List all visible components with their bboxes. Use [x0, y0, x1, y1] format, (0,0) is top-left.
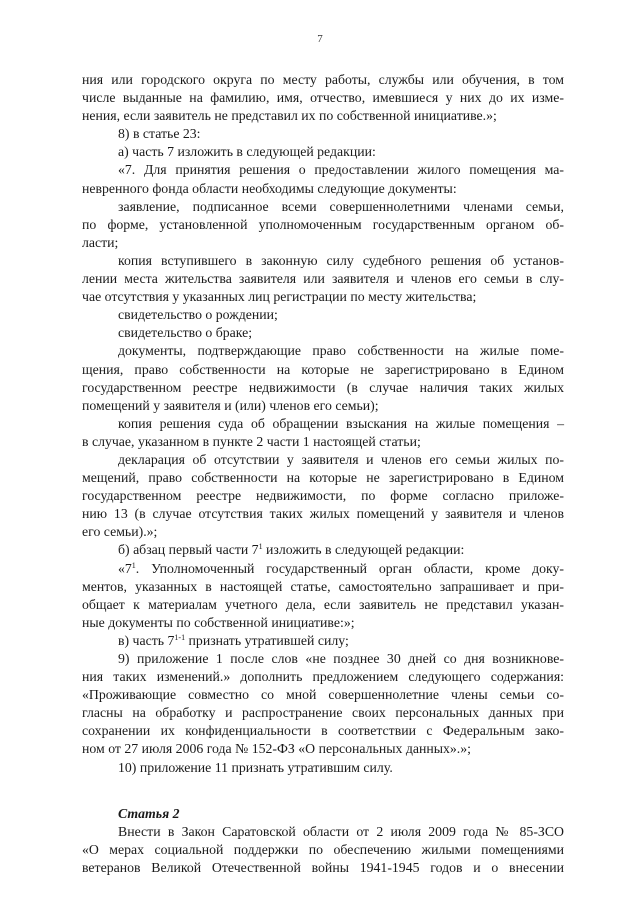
text-run: ном от 27 июля 2006 года № 152-ФЗ «О персональных данных».»;: [82, 741, 471, 757]
text-run: 10) приложение 11 признать утратившим силу.: [118, 759, 393, 775]
text-run: «О мерах социальной поддержки по обеспечению жилыми помещениями: [82, 841, 564, 857]
text-run: нения, если заявитель не представил их по собственной инициативе.»;: [82, 108, 497, 124]
text-run: лении места жительства заявителя или заявителя и членов его семьи в слу-: [82, 271, 564, 287]
text-run: государственном реестре недвижимости (в случае наличия таких жилых: [82, 379, 564, 395]
text-run: изложить в следующей редакции:: [262, 542, 465, 558]
text-run: ния или городского округа по месту работы, службы или обучения, в том: [82, 72, 564, 87]
text-line: [82, 198, 564, 216]
text-run: декларация об отсутствии у заявителя и членов его семьи жилых по-: [118, 451, 564, 467]
text-run: щения, право собственности на которые не зарегистрировано в Едином: [82, 361, 564, 377]
text-line: [82, 180, 564, 198]
text-run: мещений, право собственности на которые не зарегистрировано в Едином: [82, 470, 564, 486]
superscript: 1: [131, 560, 136, 570]
text-run: в) часть 7: [118, 632, 175, 648]
text-run: ветеранов Великой Отечественной войны 1941-1945 годов и о внесении: [82, 859, 564, 875]
text-line: [82, 469, 564, 487]
text-line: [82, 161, 564, 179]
text-run: Статья 2: [118, 805, 180, 821]
text-line: [82, 324, 564, 342]
text-run: 9) приложение 1 после слов «не позднее 30 дней со дня возникнове-: [118, 651, 564, 666]
text-line: [82, 379, 564, 397]
text-run: ные документы по собственной инициативе:»;: [82, 614, 355, 630]
paragraph-gap: [82, 777, 564, 805]
text-line: [82, 560, 564, 578]
article-heading: [82, 805, 564, 823]
text-run: б) абзац первый части 7: [118, 542, 259, 558]
text-line: [82, 859, 564, 877]
text-line: [82, 596, 564, 614]
text-run: . Уполномоченный государственный орган области, кроме доку-: [135, 560, 564, 576]
text-line: [82, 451, 564, 469]
text-line: [82, 252, 564, 270]
text-run: копия вступившего в законную силу судебного решения об установ-: [118, 252, 564, 268]
text-run: числе выданные на фамилию, имя, отчество, имевшиеся у них до их изме-: [82, 90, 564, 106]
text-run: копия решения суда об обращении взыскания на жилые помещения –: [118, 415, 564, 431]
text-line: [82, 342, 564, 360]
text-line: [82, 270, 564, 288]
text-line: [82, 578, 564, 596]
text-line: [82, 306, 564, 324]
text-run: свидетельство о рождении;: [118, 307, 278, 323]
text-line: [82, 632, 564, 650]
text-line: [82, 361, 564, 379]
text-run: помещений у заявителя и (или) членов его семьи);: [82, 397, 379, 413]
text-run: сохранении их конфиденциальности в соответствии с Федеральным зако-: [82, 723, 564, 739]
text-run: заявление, подписанное всеми совершеннолетними членами семьи,: [118, 198, 564, 214]
text-line: [82, 433, 564, 451]
document-body: [82, 71, 564, 877]
text-run: Внести в Закон Саратовской области от 2 июля 2009 года № 85-ЗСО: [118, 823, 564, 839]
text-line: [82, 686, 564, 704]
text-line: [82, 89, 564, 107]
text-run: нию 13 (в случае отсутствия таких жилых помещений у заявителя и членов: [82, 506, 564, 522]
text-line: [82, 523, 564, 541]
text-run: «7. Для принятия решения о предоставлении жилого помещения ма-: [118, 162, 564, 178]
page-number: 7: [317, 33, 323, 45]
text-line: [82, 704, 564, 722]
text-line: [82, 397, 564, 415]
text-run: свидетельство о браке;: [118, 325, 253, 341]
text-line: [82, 759, 564, 777]
text-run: «Проживающие совместно со мной совершеннолетние члены семьи со-: [82, 687, 564, 703]
text-run: гласны на обработку и распространение своих персональных данных при: [82, 705, 564, 721]
text-line: [82, 415, 564, 433]
text-run: его семьи).»;: [82, 524, 158, 540]
text-run: «7: [118, 560, 132, 576]
text-line: [82, 722, 564, 740]
text-run: по форме, установленной уполномоченным государственным органом об-: [82, 216, 564, 232]
text-line: [82, 740, 564, 758]
text-line: [82, 487, 564, 505]
text-line: [82, 216, 564, 234]
text-line: [82, 143, 564, 161]
text-run: государственном реестре недвижимости, по форме согласно приложе-: [82, 488, 564, 504]
text-run: общает к материалам учетного дела, если заявитель не представил указан-: [82, 596, 564, 612]
text-run: 8) в статье 23:: [118, 126, 201, 142]
text-line: [82, 841, 564, 859]
superscript: 1: [258, 542, 263, 552]
text-line: [82, 125, 564, 143]
text-line: [82, 505, 564, 523]
text-run: ласти;: [82, 234, 119, 250]
text-line: [82, 288, 564, 306]
text-line: [82, 541, 564, 559]
text-line: [82, 234, 564, 252]
text-run: невренного фонда области необходимы следующие документы:: [82, 180, 457, 196]
text-run: чае отсутствия у указанных лиц регистрации по месту жительства;: [82, 289, 477, 305]
text-line: [82, 650, 564, 668]
text-line: [82, 668, 564, 686]
text-run: ния таких изменений.» дополнить предложением следующего содержания:: [82, 669, 564, 685]
text-run: а) часть 7 изложить в следующей редакции:: [118, 144, 376, 160]
text-run: признать утратившей силу;: [185, 632, 349, 648]
text-run: в случае, указанном в пункте 2 части 1 настоящей статьи;: [82, 433, 421, 449]
text-line: [82, 823, 564, 841]
superscript: 1-1: [174, 632, 186, 642]
text-run: ментов, указанных в настоящей статье, самостоятельно запрашивает и при-: [82, 578, 564, 594]
text-line: [82, 107, 564, 125]
text-run: документы, подтверждающие право собственности на жилые поме-: [118, 343, 564, 359]
text-line: [82, 614, 564, 632]
text-line: [82, 71, 564, 89]
